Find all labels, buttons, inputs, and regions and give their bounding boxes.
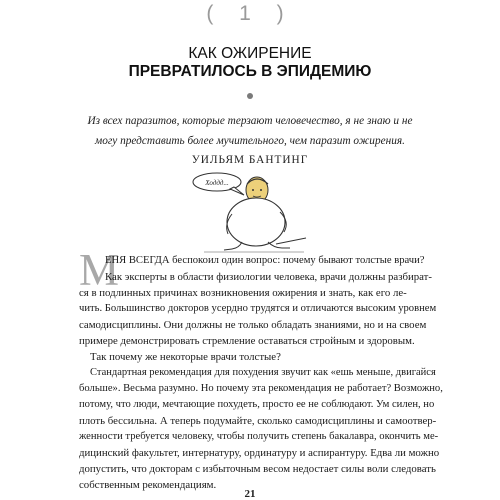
body-line: собственным рекомендациям.	[79, 479, 217, 491]
epigraph-author: УИЛЬЯМ БАНТИНГ	[191, 154, 309, 166]
body-line: плоть бессильна. А теперь подумайте, сколько самодисциплины и самоотвер-	[79, 415, 437, 427]
body-line: ЕНЯ ВСЕГДА беспокоил один вопрос: почему бывают толстые врачи?	[105, 255, 425, 266]
body-line: Так почему же некоторые врачи толстые?	[90, 351, 281, 363]
illustration-overweight-person	[184, 168, 314, 254]
body-line: Стандартная рекомендация для похудения звучит как «ешь меньше, двигайся	[90, 367, 436, 378]
body-line: больше». Весьма разумно. Но почему эта рекомендация не работает? Возможно,	[79, 383, 443, 394]
body-line: допустить, что докторам с избыточным весом недостает силы воли следовать	[79, 463, 436, 475]
chapter-title-line-1: КАК ОЖИРЕНИЕ	[188, 45, 312, 62]
body-line: Как эксперты в области физиологии человека, врачи должны разбират-	[105, 271, 432, 283]
body-line: самодисциплины. Они должны не только обладать знаниями, но и на своем	[79, 319, 427, 331]
page-number: 21	[244, 488, 256, 500]
body-line: потому, что люди, мечтающие похудеть, просто ее не соблюдают. Ум силен, но	[79, 399, 435, 410]
speech-bubble-text: Ходдд...	[205, 179, 229, 187]
chapter-title-line-2: ПРЕВРАТИЛОСЬ В ЭПИДЕМИЮ	[128, 63, 372, 80]
section-divider-dot	[247, 93, 253, 99]
drop-cap: М	[79, 245, 120, 295]
epigraph-quote: Из всех паразитов, которые терзают человечество, я не знаю и не могу представить более мучительного, чем паразит ожирения.	[87, 115, 413, 147]
chapter-number: ( 1 )	[206, 2, 294, 25]
body-line: ся в подлинных причинах возникновения ожирения и знать, как его ле-	[79, 287, 407, 299]
body-line: примере демонстрировать стремление оставаться стройным и здоровым.	[79, 335, 415, 347]
body-line: женности требуется человеку, чтобы получить степень бакалавра, окончить ме-	[79, 431, 439, 442]
body-line: дицинский факультет, интернатуру, ординатуру и аспирантуру. Едва ли можно	[79, 447, 440, 459]
body-line: чить. Большинство докторов усердно трудятся и отличаются высоким уровнем	[79, 303, 437, 314]
